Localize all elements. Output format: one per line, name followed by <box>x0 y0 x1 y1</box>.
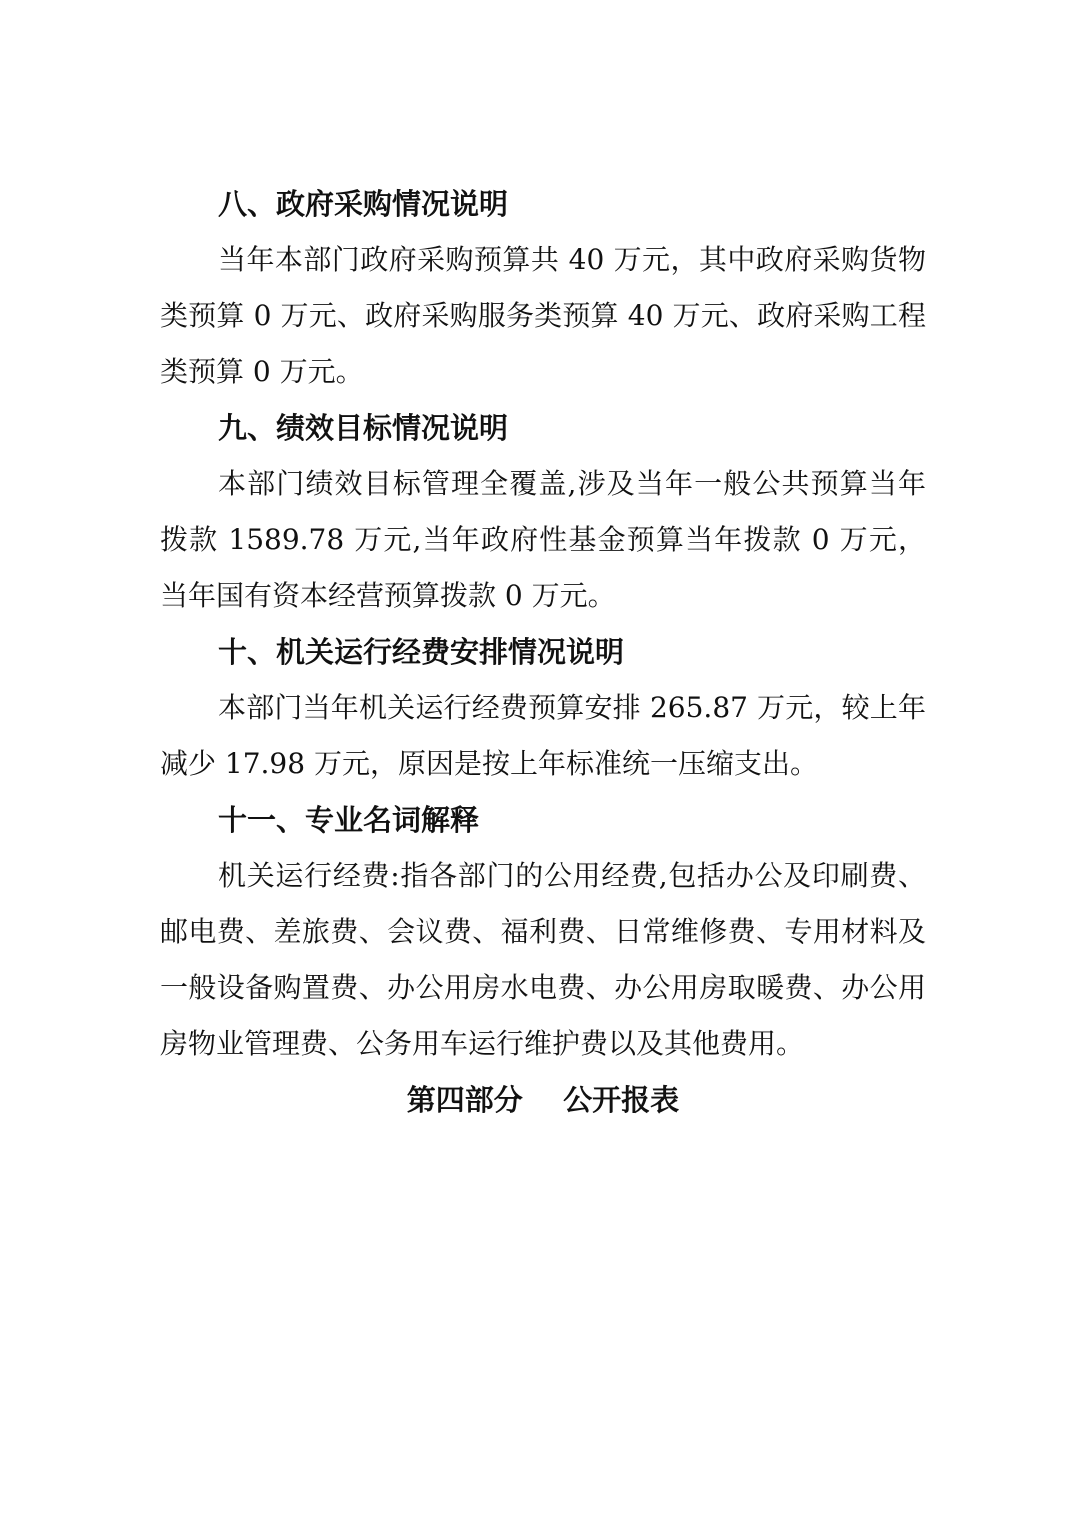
section-text-performance: 本部门绩效目标管理全覆盖,涉及当年一般公共预算当年拨款 1589.78 万元,当年政府性基金预算当年拨款 0 万元，当年国有资本经营预算拨款 0 万元。 <box>160 467 926 612</box>
section-heading-glossary: 十一、专业名词解释 <box>218 803 480 837</box>
section-text-glossary: 机关运行经费:指各部门的公用经费,包括办公及印刷费、邮电费、差旅费、会议费、福利费、日常维修费、专用材料及一般设备购置费、办公用房水电费、办公用房取暖费、办公用房物业管理费、公务用车运行维护费以及其他费用。 <box>160 859 926 1060</box>
section-text-operating-expenses: 本部门当年机关运行经费预算安排 265.87 万元，较上年减少 17.98 万元，原因是按上年标准统一压缩支出。 <box>160 691 926 780</box>
part-title: 第四部分 公开报表 <box>406 1083 680 1117</box>
section-text-procurement: 当年本部门政府采购预算共 40 万元，其中政府采购货物类预算 0 万元、政府采购服务类预算 40 万元、政府采购工程类预算 0 万元。 <box>160 243 926 388</box>
section-heading-procurement: 八、政府采购情况说明 <box>218 187 509 221</box>
section-heading-operating-expenses: 十、机关运行经费安排情况说明 <box>218 635 625 669</box>
document-body <box>160 176 926 1128</box>
section-heading-performance: 九、绩效目标情况说明 <box>218 411 509 445</box>
